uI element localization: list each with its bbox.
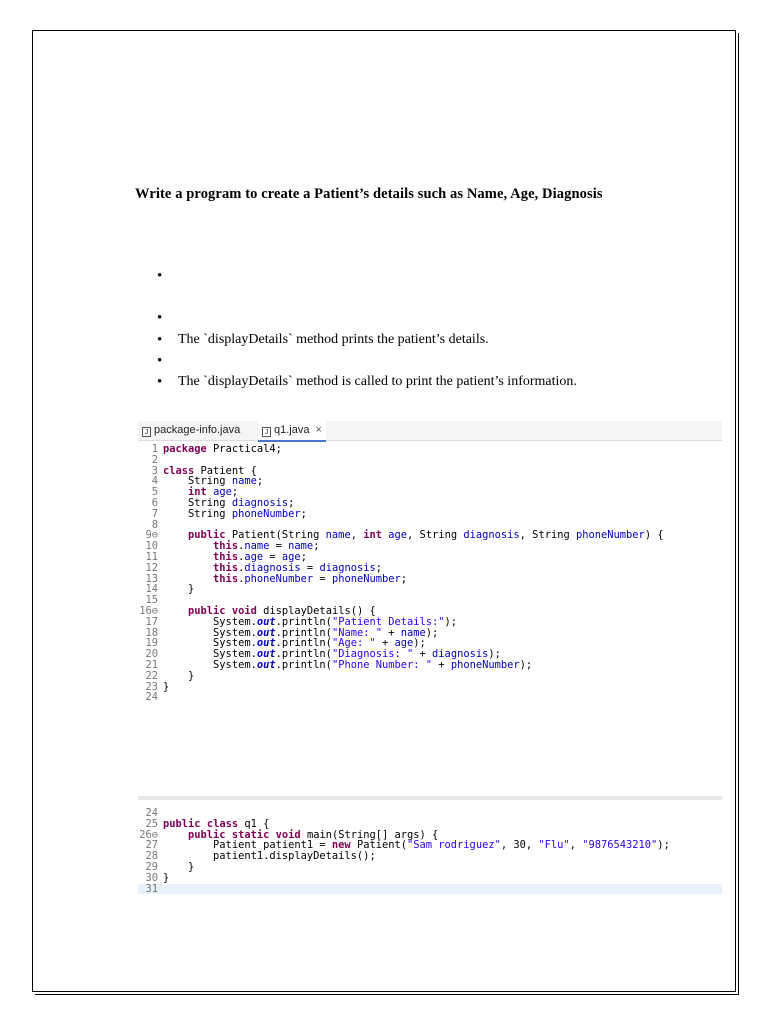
java-file-icon: J	[262, 427, 271, 437]
code-line[interactable]	[138, 455, 722, 466]
tab-q1[interactable]: J q1.java ×	[258, 421, 326, 442]
code-line[interactable]: 27 Patient patient1 = new Patient("Sam rodriguez", 30, "Flu", "9876543210");	[138, 840, 722, 851]
code-line[interactable]: 7 String phoneNumber;	[138, 509, 722, 520]
line-number: 30	[145, 871, 158, 884]
tab-package-info[interactable]: J package-info.java	[142, 424, 240, 437]
editor-tab-bar	[138, 421, 722, 441]
line-number: 12	[145, 561, 158, 574]
line-number: 23	[145, 680, 158, 693]
line-number: 6	[151, 496, 158, 509]
code-line[interactable]: 9⊖ public Patient(String name, int age, String diagnosis, String phoneNumber) {	[138, 530, 722, 541]
code-line[interactable]: 26⊖ public static void main(String[] args) {	[139, 828, 439, 841]
code-line[interactable]: 19 System.out.println("Age: " + age);	[138, 638, 722, 649]
line-number: 9⊖	[145, 529, 158, 542]
code-line[interactable]: 3 class Patient {	[138, 466, 722, 477]
line-number: 20	[145, 648, 158, 661]
line-number: 26⊖	[139, 828, 158, 841]
code-line[interactable]: 1 package Practical4;	[138, 444, 722, 455]
code-line[interactable]	[138, 884, 722, 895]
code-line[interactable]: 29 }	[138, 862, 722, 873]
line-number: 1	[151, 443, 158, 455]
editor-scrollbar[interactable]	[138, 796, 722, 800]
code-block-patient	[138, 444, 722, 703]
line-number: 18	[145, 626, 158, 639]
code-line[interactable]: 13 this.phoneNumber = phoneNumber;	[138, 574, 722, 585]
code-line[interactable]: 17 System.out.println("Patient Details:");	[138, 617, 722, 628]
code-line[interactable]: 22 }	[138, 671, 722, 682]
java-file-icon: J	[142, 427, 151, 437]
code-line[interactable]: 11 this.age = age;	[138, 552, 722, 563]
code-line[interactable]: 20 System.out.println("Diagnosis: " + diagnosis);	[138, 649, 722, 660]
line-number: 24	[145, 807, 158, 819]
line-number: 19	[145, 637, 158, 650]
code-line[interactable]: 21 System.out.println("Phone Number: " + phoneNumber);	[138, 660, 722, 671]
code-line[interactable]: 12 this.diagnosis = diagnosis;	[138, 563, 722, 574]
code-line[interactable]: 10 this.name = name;	[138, 541, 722, 552]
line-number: 3	[151, 464, 158, 477]
code-line[interactable]: 4 String name;	[138, 476, 722, 487]
line-number: 21	[145, 658, 158, 671]
line-number: 24	[145, 691, 158, 704]
line-number: 10	[145, 540, 158, 553]
line-number: 4	[151, 475, 158, 488]
code-line[interactable]: 25 public class q1 {	[138, 819, 722, 830]
code-block-q1	[138, 808, 722, 894]
code-line[interactable]: 16⊖ public void displayDetails() {	[139, 604, 376, 617]
line-number: 17	[145, 615, 158, 628]
code-line[interactable]: 14 }	[138, 584, 722, 595]
line-number: 16⊖	[139, 604, 158, 617]
line-number: 25	[145, 817, 158, 830]
code-line[interactable]: 5 int age;	[138, 487, 722, 498]
line-number: 11	[145, 550, 158, 563]
code-editor-screenshot-1	[138, 421, 722, 798]
line-number: 28	[145, 850, 158, 863]
line-number: 7	[151, 507, 158, 520]
page-heading: Write a program to create a Patient’s details such as Name, Age, Diagnosis	[135, 186, 603, 202]
code-line[interactable]: 28 patient1.displayDetails();	[138, 851, 722, 862]
line-number: 15	[145, 594, 158, 607]
line-number: 14	[145, 583, 158, 596]
line-number: 8	[151, 518, 158, 531]
line-number: 29	[145, 860, 158, 873]
line-number: 22	[145, 669, 158, 682]
line-number: 27	[145, 839, 158, 852]
code-line[interactable]: 23 }	[138, 682, 722, 693]
line-number: 5	[151, 486, 158, 499]
code-editor-screenshot-2	[138, 805, 722, 925]
close-icon[interactable]: ×	[315, 424, 322, 436]
line-number: 31	[145, 882, 158, 895]
code-line[interactable]	[138, 692, 722, 703]
code-line[interactable]: 6 String diagnosis;	[138, 498, 722, 509]
line-number: 2	[151, 453, 158, 466]
code-line[interactable]: 30 }	[138, 873, 722, 884]
code-line[interactable]: 18 System.out.println("Name: " + name);	[138, 628, 722, 639]
line-number: 13	[145, 572, 158, 585]
